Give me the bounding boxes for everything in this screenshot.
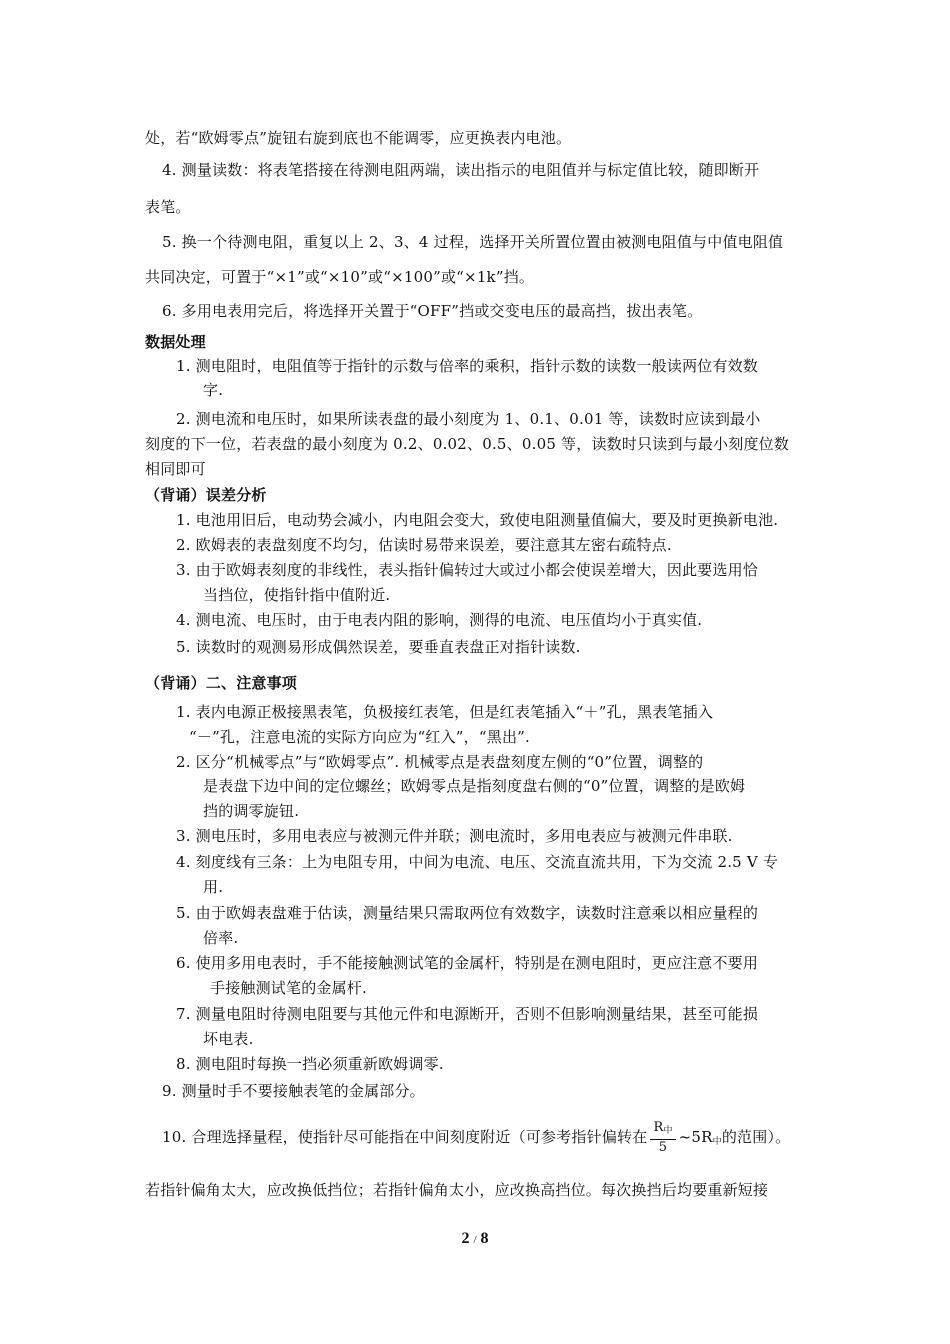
total-pages: 8 [480, 1230, 489, 1247]
paragraph-line: 共同决定，可置于“×1”或“×10”或“×100”或“×1k”挡。 [145, 268, 535, 286]
list-item: 2. 测电流和电压时，如果所读表盘的最小刻度为 1、0.1、0.01 等，读数时应读到最小 [176, 410, 761, 428]
list-item: 1. 电池用旧后，电动势会减小，内电阻会变大，致使电阻测量值偏大，要及时更换新电池. [176, 511, 779, 529]
list-item: 4. 测电流、电压时，由于电表内阻的影响，测得的电流、电压值均小于真实值. [176, 611, 703, 629]
list-item: 用. [203, 878, 224, 896]
paragraph-line: 若指针偏角太大，应改换低挡位；若指针偏角太小，应改换高挡位。每次换挡后均要重新短接 [145, 1181, 769, 1199]
fraction-line-suffix: 的范围）。 [721, 1128, 791, 1146]
list-item-with-fraction [162, 1120, 790, 1159]
current-page: 2 [461, 1230, 470, 1247]
list-item: 6. 使用多用电表时，手不能接触测试笔的金属杆，特别是在测电阻时，更应注意不要用 [176, 954, 759, 972]
paragraph-line: 5. 换一个待测电阻，重复以上 2、3、4 过程，选择开关所置位置由被测电阻值与中值电阻值 [162, 233, 784, 251]
fraction-numerator-text: R [653, 1120, 664, 1135]
paragraph-line: 6. 多用电表用完后，将选择开关置于“OFF”挡或交变电压的最高挡，拔出表笔。 [162, 302, 703, 320]
list-item: 1. 表内电源正极接黑表笔，负极接红表笔，但是红表笔插入“＋”孔，黑表笔插入 [176, 703, 714, 721]
list-item: 当挡位，使指针指中值附近. [203, 586, 391, 604]
list-item: 手接触测试笔的金属杆. [210, 979, 367, 997]
list-item: 挡的调零旋钮. [203, 802, 300, 820]
list-item: 9. 测量时手不要接触表笔的金属部分。 [162, 1082, 425, 1100]
list-item: 8. 测电阻时每换一挡必须重新欧姆调零. [176, 1055, 444, 1073]
list-item: 5. 读数时的观测易形成偶然误差，要垂直表盘正对指针读数. [176, 638, 581, 656]
fraction-denominator: 5 [658, 1140, 668, 1155]
fraction-line-mid: ~5R [678, 1128, 713, 1146]
paragraph-line: 处，若“欧姆零点”旋钮右旋到底也不能调零，应更换表内电池。 [145, 129, 572, 147]
page-separator: / [473, 1234, 477, 1246]
paragraph-line: 表笔。 [145, 198, 191, 216]
list-item: 3. 由于欧姆表刻度的非线性，表头指针偏转过大或过小都会使误差增大，因此要选用恰 [176, 561, 759, 579]
list-item: 是表盘下边中间的定位螺丝；欧姆零点是指刻度盘右侧的“0”位置，调整的是欧姆 [203, 777, 746, 795]
list-item: 坏电表. [203, 1030, 254, 1048]
list-item: 2. 区分“机械零点”与“欧姆零点”. 机械零点是表盘刻度左侧的“0”位置，调整的 [176, 753, 704, 771]
fraction [650, 1120, 675, 1156]
page-number [0, 1230, 950, 1248]
fraction-numerator-subscript: 中 [663, 1126, 673, 1136]
list-item: 4. 刻度线有三条：上为电阻专用，中间为电流、电压、交流直流共用，下为交流 2.5 V 专 [176, 853, 779, 871]
list-item: 刻度的下一位，若表盘的最小刻度为 0.2、0.02、0.5、0.05 等，读数时只读到与最小刻度位数 [145, 435, 790, 453]
fraction-numerator [650, 1120, 675, 1140]
section-heading-data: 数据处理 [145, 333, 206, 351]
list-item: 2. 欧姆表的表盘刻度不均匀，估读时易带来误差，要注意其左密右疏特点. [176, 536, 672, 554]
fraction-line-prefix: 10. 合理选择量程，使指针尽可能指在中间刻度附近（可参考指针偏转在 [162, 1128, 648, 1146]
list-item: 倍率. [203, 929, 239, 947]
list-item: 7. 测量电阻时待测电阻要与其他元件和电源断开，否则不但影响测量结果，甚至可能损 [176, 1005, 759, 1023]
paragraph-line: 4. 测量读数：将表笔搭接在待测电阻两端，读出指示的电阻值并与标定值比较，随即断开 [162, 161, 760, 179]
list-item: 1. 测电阻时，电阻值等于指针的示数与倍率的乘积，指针示数的读数一般读两位有效数 [176, 357, 759, 375]
section-heading-notes: （背诵）二、注意事项 [145, 674, 298, 692]
list-item: “－”孔，注意电流的实际方向应为“红入”，“黑出”. [189, 728, 530, 746]
list-item: 5. 由于欧姆表盘难于估读，测量结果只需取两位有效数字，读数时注意乘以相应量程的 [176, 904, 759, 922]
list-item: 字. [203, 381, 224, 399]
section-heading-error: （背诵）误差分析 [145, 486, 267, 504]
mid-subscript: 中 [712, 1137, 722, 1147]
list-item: 相同即可 [145, 460, 206, 478]
list-item: 3. 测电压时，多用电表应与被测元件并联；测电流时，多用电表应与被测元件串联. [176, 827, 733, 845]
